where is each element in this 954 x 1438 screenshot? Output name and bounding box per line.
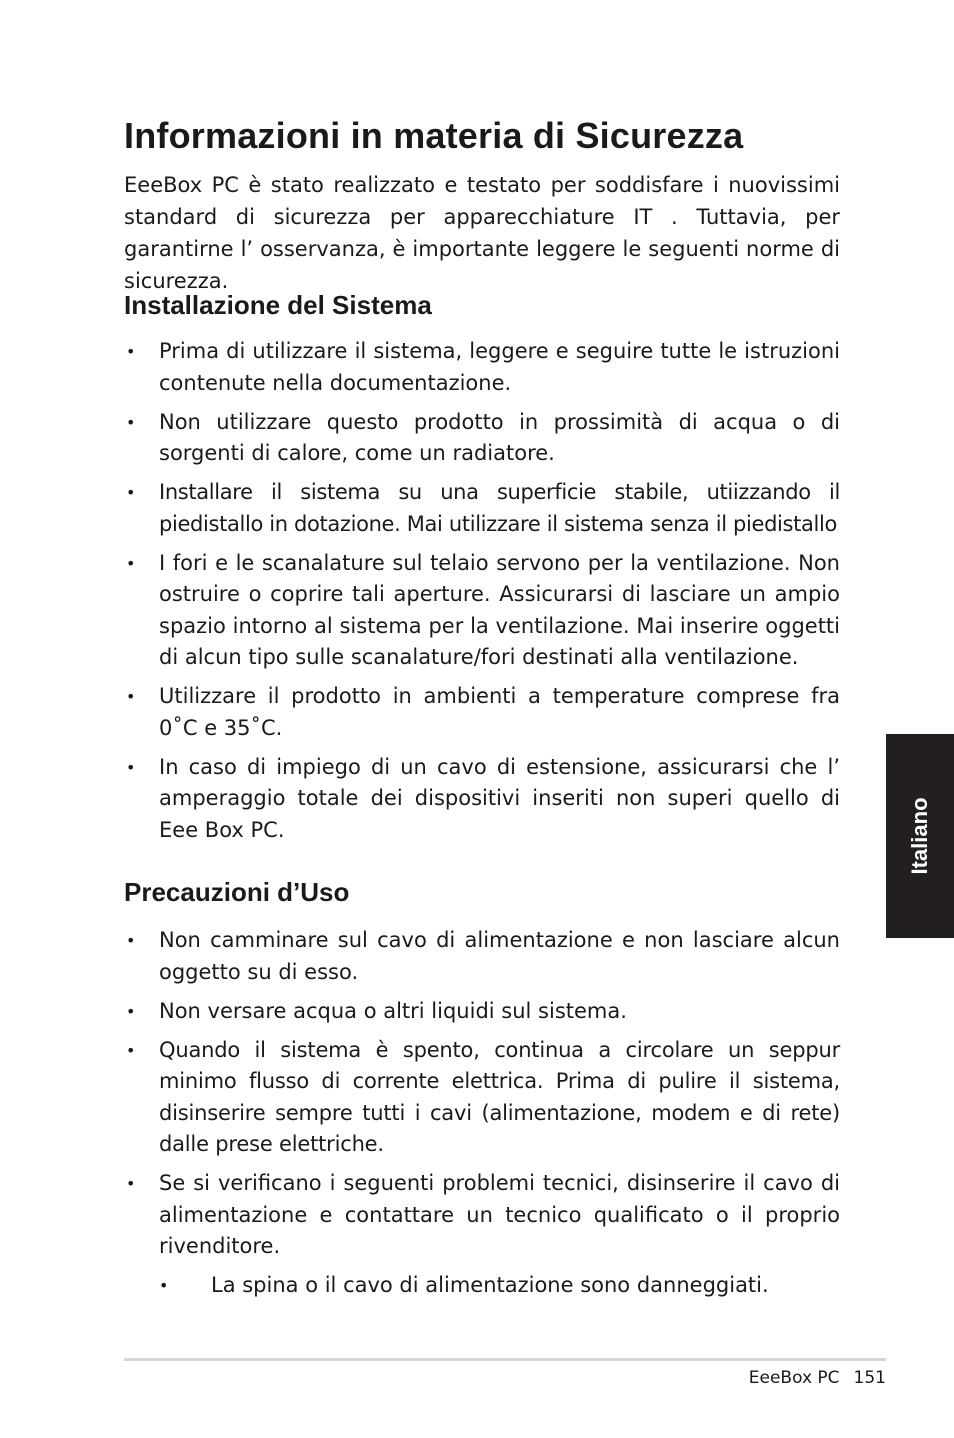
bullet-icon: •	[126, 342, 136, 361]
list-item-text: Non utilizzare questo prodotto in prossimità di acqua o di sorgenti di calore, come un radiatore.	[159, 409, 840, 465]
list-item	[124, 336, 840, 399]
bullet-icon: •	[126, 757, 136, 777]
bullet-icon: •	[126, 553, 136, 573]
page-footer	[749, 1366, 886, 1390]
language-tab-label: Italiano	[907, 797, 932, 875]
list-item-text: I fori e le scanalature sul telaio servono per la ventilazione. Non ostruire o coprire tali aperture. Assicurarsi di lasciare un ampio spazio intorno al sistema per la ventilazione. Mai inserire oggetti di alcun tipo sulle scanalature/fori destinati alla ventilazione.	[159, 550, 840, 669]
list-item	[124, 925, 840, 988]
section-title-precauzioni: Precauzioni d’Uso	[124, 877, 350, 907]
list-item	[124, 407, 840, 470]
footer-divider	[124, 1358, 886, 1361]
list-item	[124, 548, 840, 674]
list-item	[124, 681, 840, 744]
list-item	[124, 477, 840, 540]
list-item-text: Installare il sistema su una superficie stabile, utiizzando il piedistallo in dotazione. Mai utilizzare il sistema senza il piedistallo	[159, 480, 840, 536]
bullet-icon: •	[126, 687, 136, 706]
bullet-icon: •	[126, 483, 136, 502]
bullet-icon: •	[159, 1275, 169, 1295]
bullet-icon: •	[126, 931, 136, 950]
bullet-icon: •	[126, 1040, 136, 1060]
language-side-tab	[886, 734, 954, 938]
list-item-text: Non camminare sul cavo di alimentazione e non lasciare alcun oggetto su di esso.	[159, 928, 840, 984]
sub-list-item	[159, 1270, 840, 1302]
list-item	[124, 1035, 840, 1161]
list-item-text: Prima di utilizzare il sistema, leggere e seguire tutte le istruzioni contenute nella documentazione.	[159, 339, 840, 395]
bullet-icon: •	[126, 1001, 136, 1021]
intro-paragraph: EeeBox PC è stato realizzato e testato per soddisfare i nuovissimi standard di sicurezza per apparecchiature IT . Tuttavia, per garantirne l’ osservanza, è importante leggere le seguenti norme di sicurezza.	[124, 173, 840, 293]
list-item-text: Quando il sistema è spento, continua a circolare un seppur minimo flusso di corrente elettrica. Prima di pulire il sistema, disinserire sempre tutti i cavi (alimentazione, modem e di rete) dalle prese elettriche.	[159, 1037, 840, 1156]
bullet-icon: •	[126, 1174, 136, 1193]
footer-product-name: EeeBox PC	[748, 1368, 840, 1388]
page-title: Informazioni in materia di Sicurezza	[124, 115, 744, 156]
list-item-text: In caso di impiego di un cavo di estensione, assicurarsi che l’ amperaggio totale dei dispositivi inseriti non superi quello di Eee Box PC.	[159, 754, 840, 842]
sub-list-item-text: La spina o il cavo di alimentazione sono danneggiati.	[211, 1272, 769, 1297]
bullet-icon: •	[126, 412, 136, 432]
precauzioni-bullet-list	[124, 925, 840, 1309]
list-item	[124, 1168, 840, 1301]
list-item	[124, 752, 840, 847]
list-item-text: Utilizzare il prodotto in ambienti a temperature comprese fra 0˚C e 35˚C.	[159, 684, 840, 740]
sub-bullet-list	[159, 1270, 840, 1302]
page-number: 151	[853, 1368, 886, 1388]
installazione-bullet-list	[124, 336, 840, 854]
list-item-text: Se si verificano i seguenti problemi tecnici, disinserire il cavo di alimentazione e contattare un tecnico qualificato o il proprio rivenditore.	[159, 1171, 840, 1258]
list-item-text: Non versare acqua o altri liquidi sul sistema.	[159, 998, 627, 1023]
list-item	[124, 996, 840, 1028]
section-title-installazione: Installazione del Sistema	[124, 290, 432, 320]
